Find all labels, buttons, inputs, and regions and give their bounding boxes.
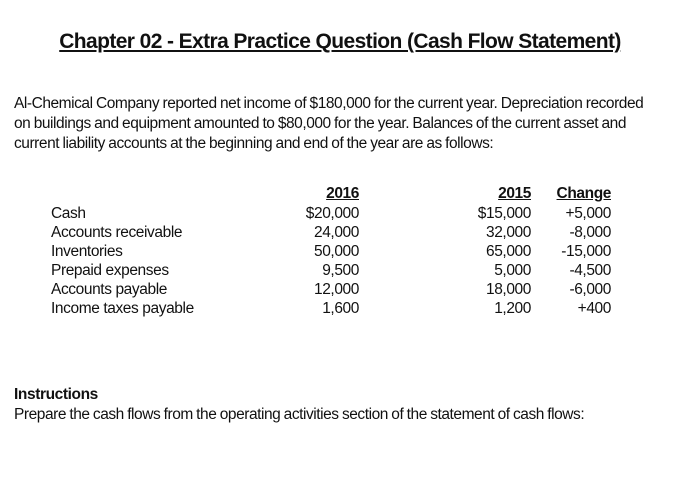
- header-change: Change: [556, 185, 611, 202]
- value-2016: 1,600: [322, 300, 359, 317]
- intro-line: on buildings and equipment amounted to $80,000 for the year. Balances of the current asset and: [14, 115, 626, 132]
- value-2015: 18,000: [485, 281, 531, 298]
- value-change: -8,000: [569, 224, 611, 241]
- table-row: [0, 242, 700, 261]
- value-change: -6,000: [569, 281, 611, 298]
- value-2016: 9,500: [322, 262, 359, 279]
- page-title: Chapter 02 - Extra Practice Question (Cash Flow Statement): [59, 30, 621, 53]
- table-row: [0, 299, 700, 318]
- table-header-row: [0, 184, 700, 204]
- row-label: Cash: [51, 205, 86, 222]
- value-change: +5,000: [565, 205, 611, 222]
- row-label: Income taxes payable: [51, 300, 194, 317]
- header-2015: 2015: [498, 185, 531, 202]
- instructions-text: Prepare the cash flows from the operating activities section of the statement of cash flows:: [14, 406, 585, 423]
- value-2016: 50,000: [313, 243, 359, 260]
- intro-line: Al-Chemical Company reported net income of $180,000 for the current year. Depreciation recorded: [14, 95, 644, 112]
- instructions-heading: Instructions: [14, 386, 98, 403]
- table-row: [0, 223, 700, 242]
- balances-table: [0, 184, 700, 318]
- value-change: +400: [577, 300, 611, 317]
- table-row: [0, 261, 700, 280]
- value-2015: 1,200: [494, 300, 531, 317]
- row-label: Accounts receivable: [51, 224, 183, 241]
- value-2015: 65,000: [485, 243, 531, 260]
- value-2016: 24,000: [313, 224, 359, 241]
- value-2015: $15,000: [477, 205, 531, 222]
- row-label: Inventories: [51, 243, 123, 260]
- value-change: -15,000: [561, 243, 611, 260]
- row-label: Accounts payable: [51, 281, 167, 298]
- header-2016: 2016: [326, 185, 359, 202]
- table-row: [0, 280, 700, 299]
- value-2015: 32,000: [485, 224, 531, 241]
- value-change: -4,500: [569, 262, 611, 279]
- row-label: Prepaid expenses: [51, 262, 169, 279]
- value-2015: 5,000: [494, 262, 531, 279]
- value-2016: $20,000: [305, 205, 359, 222]
- table-row: [0, 204, 700, 223]
- value-2016: 12,000: [313, 281, 359, 298]
- intro-paragraph: [14, 94, 674, 154]
- intro-line: current liability accounts at the beginning and end of the year are as follows:: [14, 135, 494, 152]
